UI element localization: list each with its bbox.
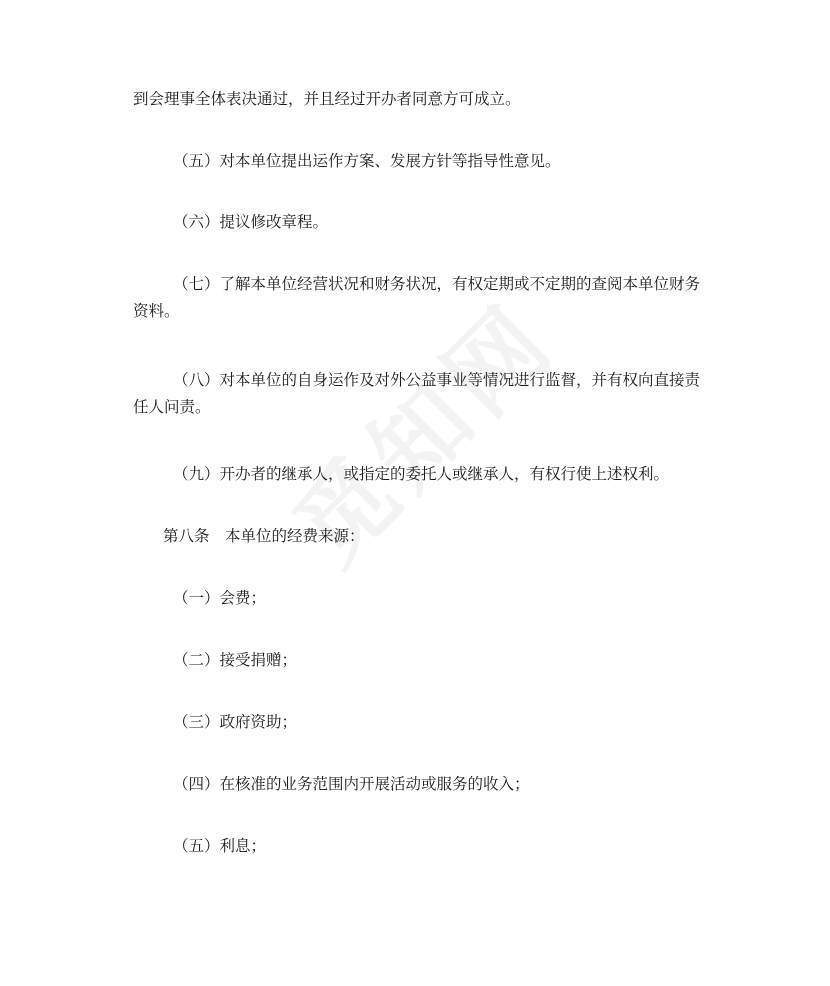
funding-item-3: （三）政府资助； <box>173 713 298 731</box>
clause-item-7: （七）了解本单位经营状况和财务状况，有权定期或不定期的查阅本单位财务资料。 <box>133 275 701 320</box>
paragraph-continuation: 到会理事全体表决通过，并且经过开办者同意方可成立。 <box>133 90 521 108</box>
clause-item-9: （九）开办者的继承人，或指定的委托人或继承人，有权行使上述权利。 <box>173 465 670 483</box>
funding-item-4: （四）在核准的业务范围内开展活动或服务的收入； <box>173 775 530 793</box>
clause-item-8: （八）对本单位的自身运作及对外公益事业等情况进行监督，并有权向直接责任人问责。 <box>133 371 701 416</box>
funding-item-1: （一）会费； <box>173 589 267 607</box>
clause-item-6: （六）提议修改章程。 <box>173 213 329 231</box>
funding-item-5: （五）利息； <box>173 837 267 855</box>
article-heading: 第八条 本单位的经费来源： <box>163 527 365 545</box>
funding-item-2: （二）接受捐赠； <box>173 651 298 669</box>
clause-item-5: （五）对本单位提出运作方案、发展方针等指导性意见。 <box>173 152 561 170</box>
